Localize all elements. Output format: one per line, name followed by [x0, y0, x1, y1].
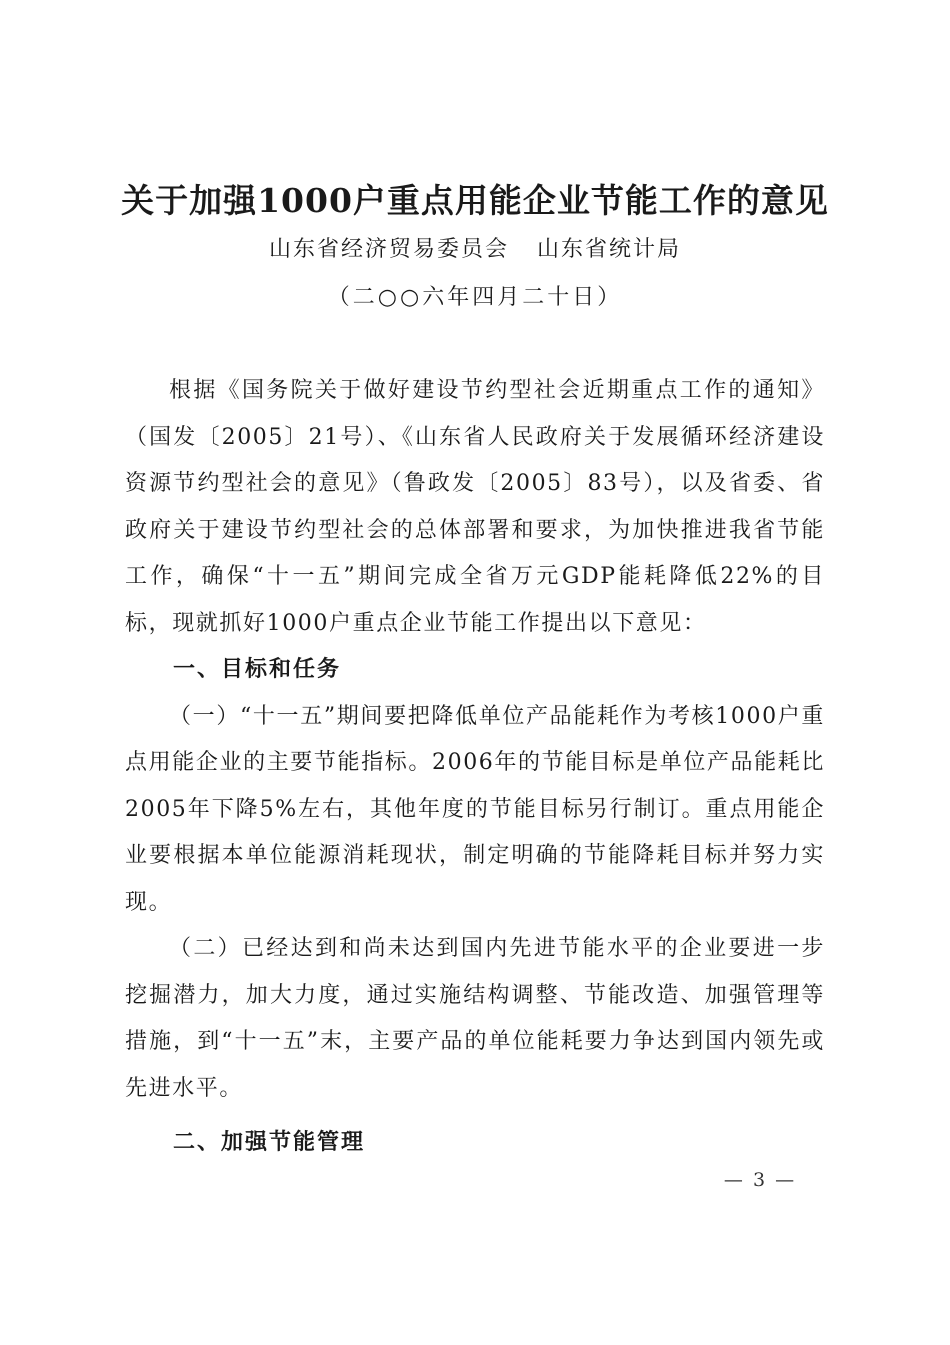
issuer-statistics-bureau: 山东省统计局 — [537, 237, 682, 262]
issuing-agencies — [0, 230, 950, 270]
item-1-paragraph: （一）“十一五”期间要把降低单位产品能耗作为考核1000户重点用能企业的主要节能指标。2006年的节能目标是单位产品能耗比2005年下降5%左右，其他年度的节能目标另行制订。重点用能企业要根据本单位能源消耗现状，制定明确的节能降耗目标并努力实现。 — [125, 703, 825, 915]
intro-paragraph: 根据《国务院关于做好建设节约型社会近期重点工作的通知》（国发〔2005〕21号）、《山东省人民政府关于发展循环经济建设资源节约型社会的意见》（鲁政发〔2005〕83号），以及省委、省政府关于建设节约型社会的总体部署和要求，为加快推进我省节能工作，确保“十一五”期间完成全省万元GDP能耗降低22%的目标，现就抓好1000户重点企业节能工作提出以下意见： — [125, 378, 825, 636]
document-body — [125, 368, 825, 1167]
issue-date: （二○○六年四月二十日） — [327, 285, 623, 310]
page-number: — 3 — — [723, 1169, 797, 1191]
item-2-paragraph: （二）已经达到和尚未达到国内先进节能水平的企业要进一步挖掘潜力，加大力度，通过实施结构调整、节能改造、加强管理等措施，到“十一五”末，主要产品的单位能耗要力争达到国内领先或先进水平。 — [125, 936, 825, 1101]
section-heading-goals: 一、目标和任务 — [173, 657, 342, 682]
document-title: 关于加强1000户重点用能企业节能工作的意见 — [121, 181, 829, 220]
issuer-economic-trade-commission: 山东省经济贸易委员会 — [268, 237, 509, 262]
section-heading-management: 二、加强节能管理 — [173, 1130, 366, 1155]
